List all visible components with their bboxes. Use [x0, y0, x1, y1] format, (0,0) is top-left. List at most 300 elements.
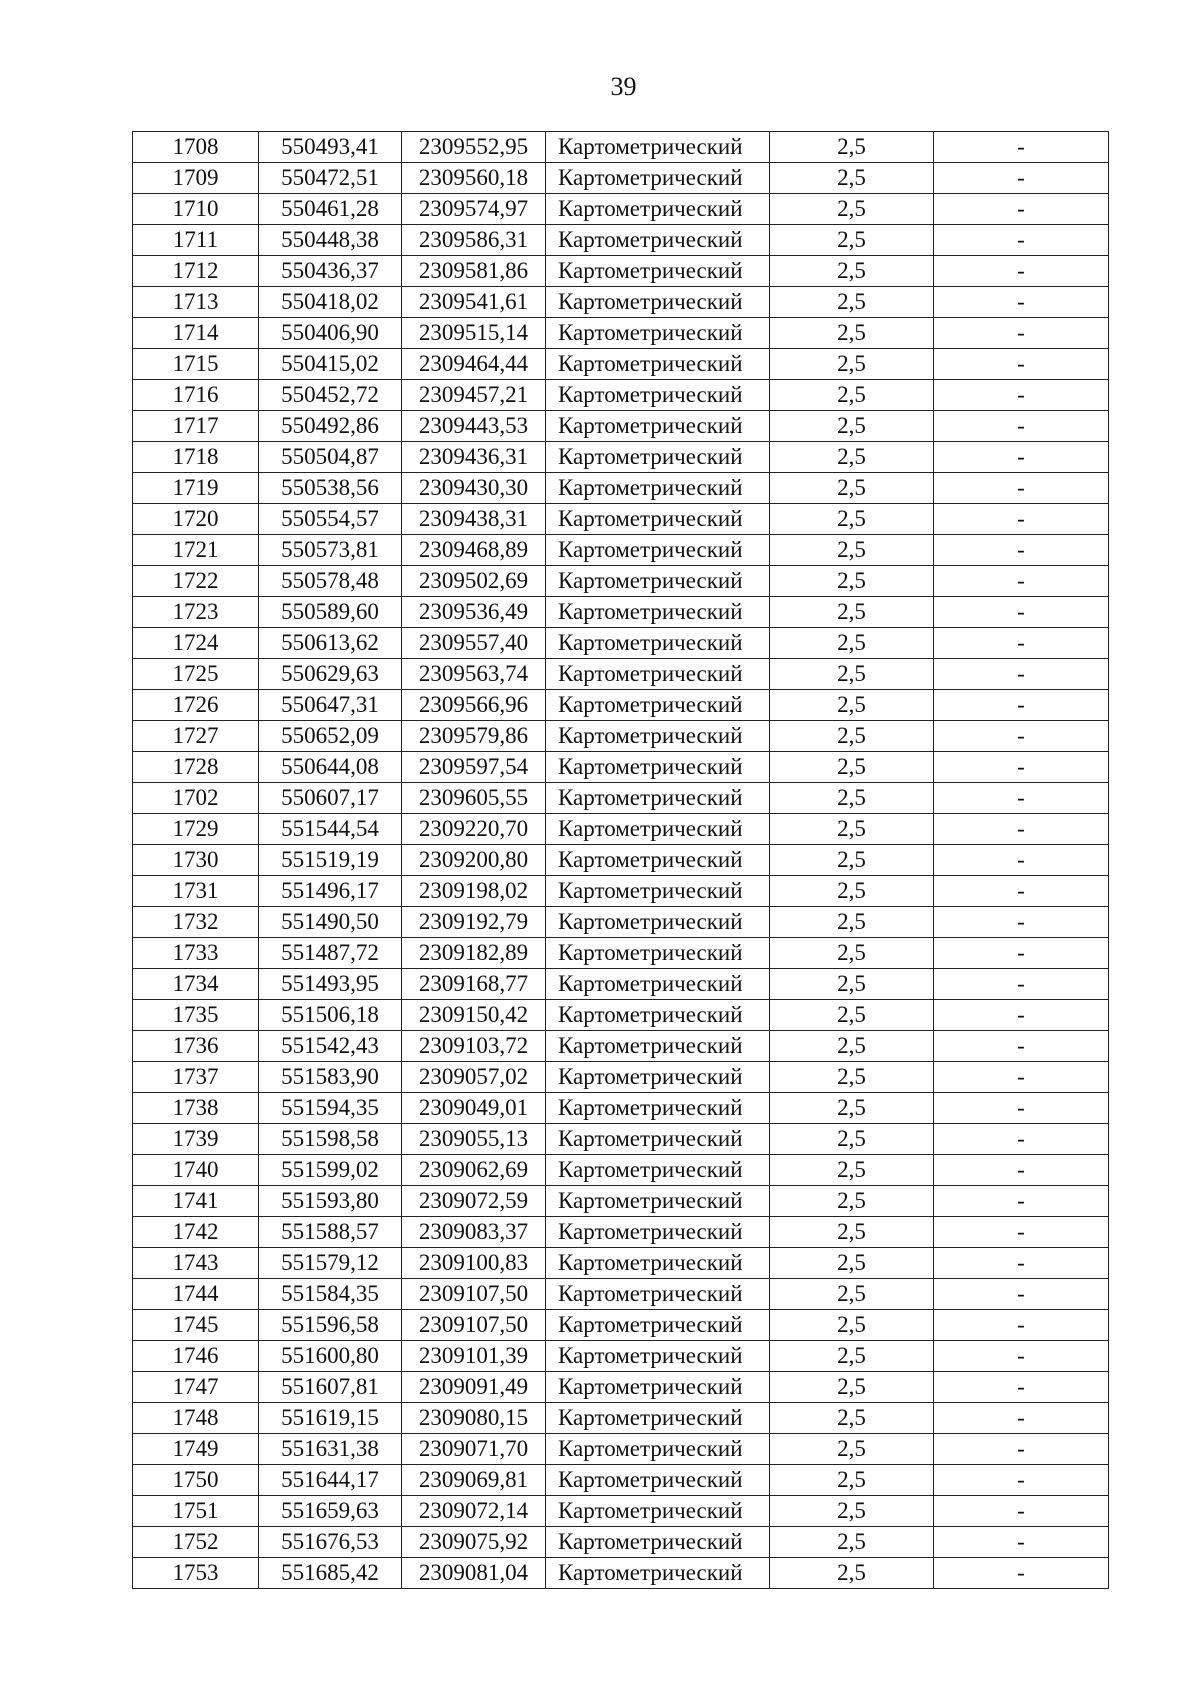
- note-cell: -: [934, 411, 1109, 442]
- point-number-cell: 1727: [133, 721, 259, 752]
- note-cell: -: [934, 473, 1109, 504]
- accuracy-cell: 2,5: [770, 194, 934, 225]
- accuracy-cell: 2,5: [770, 256, 934, 287]
- note-cell: -: [934, 1124, 1109, 1155]
- note-cell: -: [934, 721, 1109, 752]
- accuracy-cell: 2,5: [770, 1341, 934, 1372]
- accuracy-cell: 2,5: [770, 566, 934, 597]
- note-cell: -: [934, 845, 1109, 876]
- point-number-cell: 1712: [133, 256, 259, 287]
- accuracy-cell: 2,5: [770, 1217, 934, 1248]
- table-row: [133, 380, 1109, 411]
- method-cell: Картометрический: [546, 566, 770, 597]
- y-coordinate-cell: 2309075,92: [402, 1527, 546, 1558]
- note-cell: -: [934, 814, 1109, 845]
- method-cell: Картометрический: [546, 1031, 770, 1062]
- y-coordinate-cell: 2309080,15: [402, 1403, 546, 1434]
- point-number-cell: 1715: [133, 349, 259, 380]
- point-number-cell: 1734: [133, 969, 259, 1000]
- note-cell: -: [934, 1217, 1109, 1248]
- table-row: [133, 1093, 1109, 1124]
- note-cell: -: [934, 256, 1109, 287]
- accuracy-cell: 2,5: [770, 1062, 934, 1093]
- table-row: [133, 225, 1109, 256]
- y-coordinate-cell: 2309055,13: [402, 1124, 546, 1155]
- table-row: [133, 1248, 1109, 1279]
- table-row: [133, 1186, 1109, 1217]
- x-coordinate-cell: 551579,12: [259, 1248, 402, 1279]
- table-row: [133, 132, 1109, 163]
- y-coordinate-cell: 2309091,49: [402, 1372, 546, 1403]
- table-row: [133, 256, 1109, 287]
- table-row: [133, 1031, 1109, 1062]
- accuracy-cell: 2,5: [770, 814, 934, 845]
- accuracy-cell: 2,5: [770, 1558, 934, 1589]
- point-number-cell: 1702: [133, 783, 259, 814]
- point-number-cell: 1710: [133, 194, 259, 225]
- method-cell: Картометрический: [546, 473, 770, 504]
- y-coordinate-cell: 2309083,37: [402, 1217, 546, 1248]
- note-cell: -: [934, 349, 1109, 380]
- accuracy-cell: 2,5: [770, 969, 934, 1000]
- accuracy-cell: 2,5: [770, 349, 934, 380]
- table-row: [133, 1372, 1109, 1403]
- table-row: [133, 938, 1109, 969]
- y-coordinate-cell: 2309464,44: [402, 349, 546, 380]
- x-coordinate-cell: 551506,18: [259, 1000, 402, 1031]
- method-cell: Картометрический: [546, 628, 770, 659]
- y-coordinate-cell: 2309072,14: [402, 1496, 546, 1527]
- note-cell: -: [934, 442, 1109, 473]
- table-row: [133, 1527, 1109, 1558]
- point-number-cell: 1735: [133, 1000, 259, 1031]
- x-coordinate-cell: 551619,15: [259, 1403, 402, 1434]
- note-cell: -: [934, 876, 1109, 907]
- table-row: [133, 1279, 1109, 1310]
- accuracy-cell: 2,5: [770, 1372, 934, 1403]
- x-coordinate-cell: 551588,57: [259, 1217, 402, 1248]
- table-row: [133, 1155, 1109, 1186]
- accuracy-cell: 2,5: [770, 907, 934, 938]
- y-coordinate-cell: 2309515,14: [402, 318, 546, 349]
- method-cell: Картометрический: [546, 752, 770, 783]
- table-row: [133, 1341, 1109, 1372]
- point-number-cell: 1746: [133, 1341, 259, 1372]
- y-coordinate-cell: 2309069,81: [402, 1465, 546, 1496]
- method-cell: Картометрический: [546, 659, 770, 690]
- y-coordinate-cell: 2309468,89: [402, 535, 546, 566]
- y-coordinate-cell: 2309430,30: [402, 473, 546, 504]
- method-cell: Картометрический: [546, 597, 770, 628]
- y-coordinate-cell: 2309557,40: [402, 628, 546, 659]
- note-cell: -: [934, 969, 1109, 1000]
- x-coordinate-cell: 551544,54: [259, 814, 402, 845]
- table-row: [133, 597, 1109, 628]
- y-coordinate-cell: 2309541,61: [402, 287, 546, 318]
- method-cell: Картометрический: [546, 442, 770, 473]
- x-coordinate-cell: 551490,50: [259, 907, 402, 938]
- x-coordinate-cell: 551598,58: [259, 1124, 402, 1155]
- note-cell: -: [934, 938, 1109, 969]
- accuracy-cell: 2,5: [770, 1186, 934, 1217]
- x-coordinate-cell: 550578,48: [259, 566, 402, 597]
- note-cell: -: [934, 1062, 1109, 1093]
- point-number-cell: 1739: [133, 1124, 259, 1155]
- method-cell: Картометрический: [546, 256, 770, 287]
- note-cell: -: [934, 1372, 1109, 1403]
- note-cell: -: [934, 1341, 1109, 1372]
- table-row: [133, 1434, 1109, 1465]
- x-coordinate-cell: 550644,08: [259, 752, 402, 783]
- x-coordinate-cell: 551685,42: [259, 1558, 402, 1589]
- accuracy-cell: 2,5: [770, 628, 934, 659]
- method-cell: Картометрический: [546, 1186, 770, 1217]
- y-coordinate-cell: 2309605,55: [402, 783, 546, 814]
- point-number-cell: 1730: [133, 845, 259, 876]
- accuracy-cell: 2,5: [770, 1155, 934, 1186]
- x-coordinate-cell: 551596,58: [259, 1310, 402, 1341]
- method-cell: Картометрический: [546, 814, 770, 845]
- x-coordinate-cell: 550461,28: [259, 194, 402, 225]
- accuracy-cell: 2,5: [770, 1403, 934, 1434]
- method-cell: Картометрический: [546, 1124, 770, 1155]
- y-coordinate-cell: 2309597,54: [402, 752, 546, 783]
- x-coordinate-cell: 551542,43: [259, 1031, 402, 1062]
- y-coordinate-cell: 2309563,74: [402, 659, 546, 690]
- note-cell: -: [934, 1248, 1109, 1279]
- method-cell: Картометрический: [546, 194, 770, 225]
- method-cell: Картометрический: [546, 380, 770, 411]
- x-coordinate-cell: 550436,37: [259, 256, 402, 287]
- x-coordinate-cell: 551644,17: [259, 1465, 402, 1496]
- y-coordinate-cell: 2309072,59: [402, 1186, 546, 1217]
- note-cell: -: [934, 783, 1109, 814]
- accuracy-cell: 2,5: [770, 473, 934, 504]
- note-cell: -: [934, 659, 1109, 690]
- method-cell: Картометрический: [546, 1279, 770, 1310]
- point-number-cell: 1736: [133, 1031, 259, 1062]
- y-coordinate-cell: 2309560,18: [402, 163, 546, 194]
- accuracy-cell: 2,5: [770, 845, 934, 876]
- point-number-cell: 1728: [133, 752, 259, 783]
- method-cell: Картометрический: [546, 876, 770, 907]
- note-cell: -: [934, 628, 1109, 659]
- method-cell: Картометрический: [546, 1155, 770, 1186]
- x-coordinate-cell: 551607,81: [259, 1372, 402, 1403]
- point-number-cell: 1753: [133, 1558, 259, 1589]
- point-number-cell: 1711: [133, 225, 259, 256]
- x-coordinate-cell: 551599,02: [259, 1155, 402, 1186]
- note-cell: -: [934, 504, 1109, 535]
- x-coordinate-cell: 550538,56: [259, 473, 402, 504]
- table-row: [133, 876, 1109, 907]
- note-cell: -: [934, 535, 1109, 566]
- x-coordinate-cell: 551600,80: [259, 1341, 402, 1372]
- page-number: 39: [610, 72, 637, 101]
- method-cell: Картометрический: [546, 1310, 770, 1341]
- point-number-cell: 1744: [133, 1279, 259, 1310]
- y-coordinate-cell: 2309107,50: [402, 1310, 546, 1341]
- y-coordinate-cell: 2309457,21: [402, 380, 546, 411]
- point-number-cell: 1738: [133, 1093, 259, 1124]
- method-cell: Картометрический: [546, 349, 770, 380]
- point-number-cell: 1733: [133, 938, 259, 969]
- method-cell: Картометрический: [546, 163, 770, 194]
- note-cell: -: [934, 1558, 1109, 1589]
- accuracy-cell: 2,5: [770, 1434, 934, 1465]
- y-coordinate-cell: 2309443,53: [402, 411, 546, 442]
- y-coordinate-cell: 2309057,02: [402, 1062, 546, 1093]
- x-coordinate-cell: 551519,19: [259, 845, 402, 876]
- note-cell: -: [934, 380, 1109, 411]
- accuracy-cell: 2,5: [770, 876, 934, 907]
- method-cell: Картометрический: [546, 504, 770, 535]
- point-number-cell: 1747: [133, 1372, 259, 1403]
- point-number-cell: 1740: [133, 1155, 259, 1186]
- y-coordinate-cell: 2309182,89: [402, 938, 546, 969]
- y-coordinate-cell: 2309101,39: [402, 1341, 546, 1372]
- note-cell: -: [934, 690, 1109, 721]
- accuracy-cell: 2,5: [770, 1279, 934, 1310]
- x-coordinate-cell: 550573,81: [259, 535, 402, 566]
- accuracy-cell: 2,5: [770, 442, 934, 473]
- table-row: [133, 1496, 1109, 1527]
- coordinates-table: [132, 131, 1109, 1589]
- point-number-cell: 1724: [133, 628, 259, 659]
- y-coordinate-cell: 2309438,31: [402, 504, 546, 535]
- table-row: [133, 1062, 1109, 1093]
- table-row: [133, 814, 1109, 845]
- table-row: [133, 318, 1109, 349]
- point-number-cell: 1717: [133, 411, 259, 442]
- accuracy-cell: 2,5: [770, 1093, 934, 1124]
- method-cell: Картометрический: [546, 1000, 770, 1031]
- accuracy-cell: 2,5: [770, 1248, 934, 1279]
- method-cell: Картометрический: [546, 1434, 770, 1465]
- y-coordinate-cell: 2309100,83: [402, 1248, 546, 1279]
- x-coordinate-cell: 550554,57: [259, 504, 402, 535]
- point-number-cell: 1709: [133, 163, 259, 194]
- x-coordinate-cell: 550492,86: [259, 411, 402, 442]
- method-cell: Картометрический: [546, 1093, 770, 1124]
- x-coordinate-cell: 550613,62: [259, 628, 402, 659]
- point-number-cell: 1714: [133, 318, 259, 349]
- table-row: [133, 473, 1109, 504]
- method-cell: Картометрический: [546, 287, 770, 318]
- x-coordinate-cell: 550493,41: [259, 132, 402, 163]
- y-coordinate-cell: 2309220,70: [402, 814, 546, 845]
- note-cell: -: [934, 907, 1109, 938]
- table-row: [133, 1403, 1109, 1434]
- accuracy-cell: 2,5: [770, 1000, 934, 1031]
- note-cell: -: [934, 1155, 1109, 1186]
- x-coordinate-cell: 551593,80: [259, 1186, 402, 1217]
- x-coordinate-cell: 551493,95: [259, 969, 402, 1000]
- x-coordinate-cell: 551496,17: [259, 876, 402, 907]
- x-coordinate-cell: 551594,35: [259, 1093, 402, 1124]
- note-cell: -: [934, 566, 1109, 597]
- y-coordinate-cell: 2309168,77: [402, 969, 546, 1000]
- point-number-cell: 1752: [133, 1527, 259, 1558]
- method-cell: Картометрический: [546, 969, 770, 1000]
- y-coordinate-cell: 2309107,50: [402, 1279, 546, 1310]
- method-cell: Картометрический: [546, 1248, 770, 1279]
- method-cell: Картометрический: [546, 690, 770, 721]
- table-row: [133, 659, 1109, 690]
- point-number-cell: 1729: [133, 814, 259, 845]
- x-coordinate-cell: 550406,90: [259, 318, 402, 349]
- method-cell: Картометрический: [546, 721, 770, 752]
- table-row: [133, 163, 1109, 194]
- point-number-cell: 1725: [133, 659, 259, 690]
- point-number-cell: 1741: [133, 1186, 259, 1217]
- note-cell: -: [934, 318, 1109, 349]
- table-row: [133, 1310, 1109, 1341]
- note-cell: -: [934, 194, 1109, 225]
- y-coordinate-cell: 2309103,72: [402, 1031, 546, 1062]
- point-number-cell: 1721: [133, 535, 259, 566]
- accuracy-cell: 2,5: [770, 225, 934, 256]
- note-cell: -: [934, 752, 1109, 783]
- y-coordinate-cell: 2309150,42: [402, 1000, 546, 1031]
- y-coordinate-cell: 2309586,31: [402, 225, 546, 256]
- method-cell: Картометрический: [546, 132, 770, 163]
- method-cell: Картометрический: [546, 318, 770, 349]
- method-cell: Картометрический: [546, 1372, 770, 1403]
- note-cell: -: [934, 1465, 1109, 1496]
- y-coordinate-cell: 2309200,80: [402, 845, 546, 876]
- method-cell: Картометрический: [546, 1403, 770, 1434]
- x-coordinate-cell: 550415,02: [259, 349, 402, 380]
- y-coordinate-cell: 2309502,69: [402, 566, 546, 597]
- x-coordinate-cell: 551631,38: [259, 1434, 402, 1465]
- accuracy-cell: 2,5: [770, 1527, 934, 1558]
- note-cell: -: [934, 1527, 1109, 1558]
- point-number-cell: 1713: [133, 287, 259, 318]
- method-cell: Картометрический: [546, 1217, 770, 1248]
- y-coordinate-cell: 2309436,31: [402, 442, 546, 473]
- method-cell: Картометрический: [546, 938, 770, 969]
- x-coordinate-cell: 550647,31: [259, 690, 402, 721]
- accuracy-cell: 2,5: [770, 659, 934, 690]
- accuracy-cell: 2,5: [770, 380, 934, 411]
- accuracy-cell: 2,5: [770, 287, 934, 318]
- y-coordinate-cell: 2309081,04: [402, 1558, 546, 1589]
- method-cell: Картометрический: [546, 1496, 770, 1527]
- note-cell: -: [934, 1496, 1109, 1527]
- x-coordinate-cell: 550418,02: [259, 287, 402, 318]
- accuracy-cell: 2,5: [770, 535, 934, 566]
- accuracy-cell: 2,5: [770, 1465, 934, 1496]
- table-row: [133, 1558, 1109, 1589]
- table-row: [133, 752, 1109, 783]
- point-number-cell: 1749: [133, 1434, 259, 1465]
- method-cell: Картометрический: [546, 907, 770, 938]
- accuracy-cell: 2,5: [770, 1310, 934, 1341]
- note-cell: -: [934, 597, 1109, 628]
- note-cell: -: [934, 1000, 1109, 1031]
- x-coordinate-cell: 550607,17: [259, 783, 402, 814]
- table-row: [133, 721, 1109, 752]
- accuracy-cell: 2,5: [770, 752, 934, 783]
- point-number-cell: 1722: [133, 566, 259, 597]
- table-row: [133, 969, 1109, 1000]
- method-cell: Картометрический: [546, 845, 770, 876]
- note-cell: -: [934, 132, 1109, 163]
- method-cell: Картометрический: [546, 1341, 770, 1372]
- accuracy-cell: 2,5: [770, 504, 934, 535]
- accuracy-cell: 2,5: [770, 1496, 934, 1527]
- accuracy-cell: 2,5: [770, 411, 934, 442]
- method-cell: Картометрический: [546, 411, 770, 442]
- table-row: [133, 287, 1109, 318]
- accuracy-cell: 2,5: [770, 690, 934, 721]
- note-cell: -: [934, 1031, 1109, 1062]
- note-cell: -: [934, 1186, 1109, 1217]
- point-number-cell: 1732: [133, 907, 259, 938]
- y-coordinate-cell: 2309566,96: [402, 690, 546, 721]
- point-number-cell: 1723: [133, 597, 259, 628]
- x-coordinate-cell: 551487,72: [259, 938, 402, 969]
- accuracy-cell: 2,5: [770, 597, 934, 628]
- accuracy-cell: 2,5: [770, 783, 934, 814]
- note-cell: -: [934, 1093, 1109, 1124]
- accuracy-cell: 2,5: [770, 132, 934, 163]
- table-row: [133, 504, 1109, 535]
- method-cell: Картометрический: [546, 1527, 770, 1558]
- accuracy-cell: 2,5: [770, 938, 934, 969]
- point-number-cell: 1742: [133, 1217, 259, 1248]
- note-cell: -: [934, 1434, 1109, 1465]
- y-coordinate-cell: 2309579,86: [402, 721, 546, 752]
- y-coordinate-cell: 2309198,02: [402, 876, 546, 907]
- y-coordinate-cell: 2309581,86: [402, 256, 546, 287]
- method-cell: Картометрический: [546, 225, 770, 256]
- x-coordinate-cell: 550504,87: [259, 442, 402, 473]
- x-coordinate-cell: 550448,38: [259, 225, 402, 256]
- table-row: [133, 628, 1109, 659]
- accuracy-cell: 2,5: [770, 163, 934, 194]
- point-number-cell: 1718: [133, 442, 259, 473]
- x-coordinate-cell: 551676,53: [259, 1527, 402, 1558]
- accuracy-cell: 2,5: [770, 1031, 934, 1062]
- accuracy-cell: 2,5: [770, 721, 934, 752]
- point-number-cell: 1748: [133, 1403, 259, 1434]
- table-row: [133, 1465, 1109, 1496]
- y-coordinate-cell: 2309552,95: [402, 132, 546, 163]
- table-row: [133, 194, 1109, 225]
- x-coordinate-cell: 550472,51: [259, 163, 402, 194]
- table-row: [133, 1217, 1109, 1248]
- table-row: [133, 349, 1109, 380]
- note-cell: -: [934, 1403, 1109, 1434]
- note-cell: -: [934, 163, 1109, 194]
- note-cell: -: [934, 225, 1109, 256]
- point-number-cell: 1731: [133, 876, 259, 907]
- table-row: [133, 845, 1109, 876]
- point-number-cell: 1719: [133, 473, 259, 504]
- y-coordinate-cell: 2309049,01: [402, 1093, 546, 1124]
- x-coordinate-cell: 551584,35: [259, 1279, 402, 1310]
- y-coordinate-cell: 2309536,49: [402, 597, 546, 628]
- table-row: [133, 1124, 1109, 1155]
- point-number-cell: 1745: [133, 1310, 259, 1341]
- y-coordinate-cell: 2309574,97: [402, 194, 546, 225]
- point-number-cell: 1708: [133, 132, 259, 163]
- table-row: [133, 907, 1109, 938]
- point-number-cell: 1750: [133, 1465, 259, 1496]
- accuracy-cell: 2,5: [770, 1124, 934, 1155]
